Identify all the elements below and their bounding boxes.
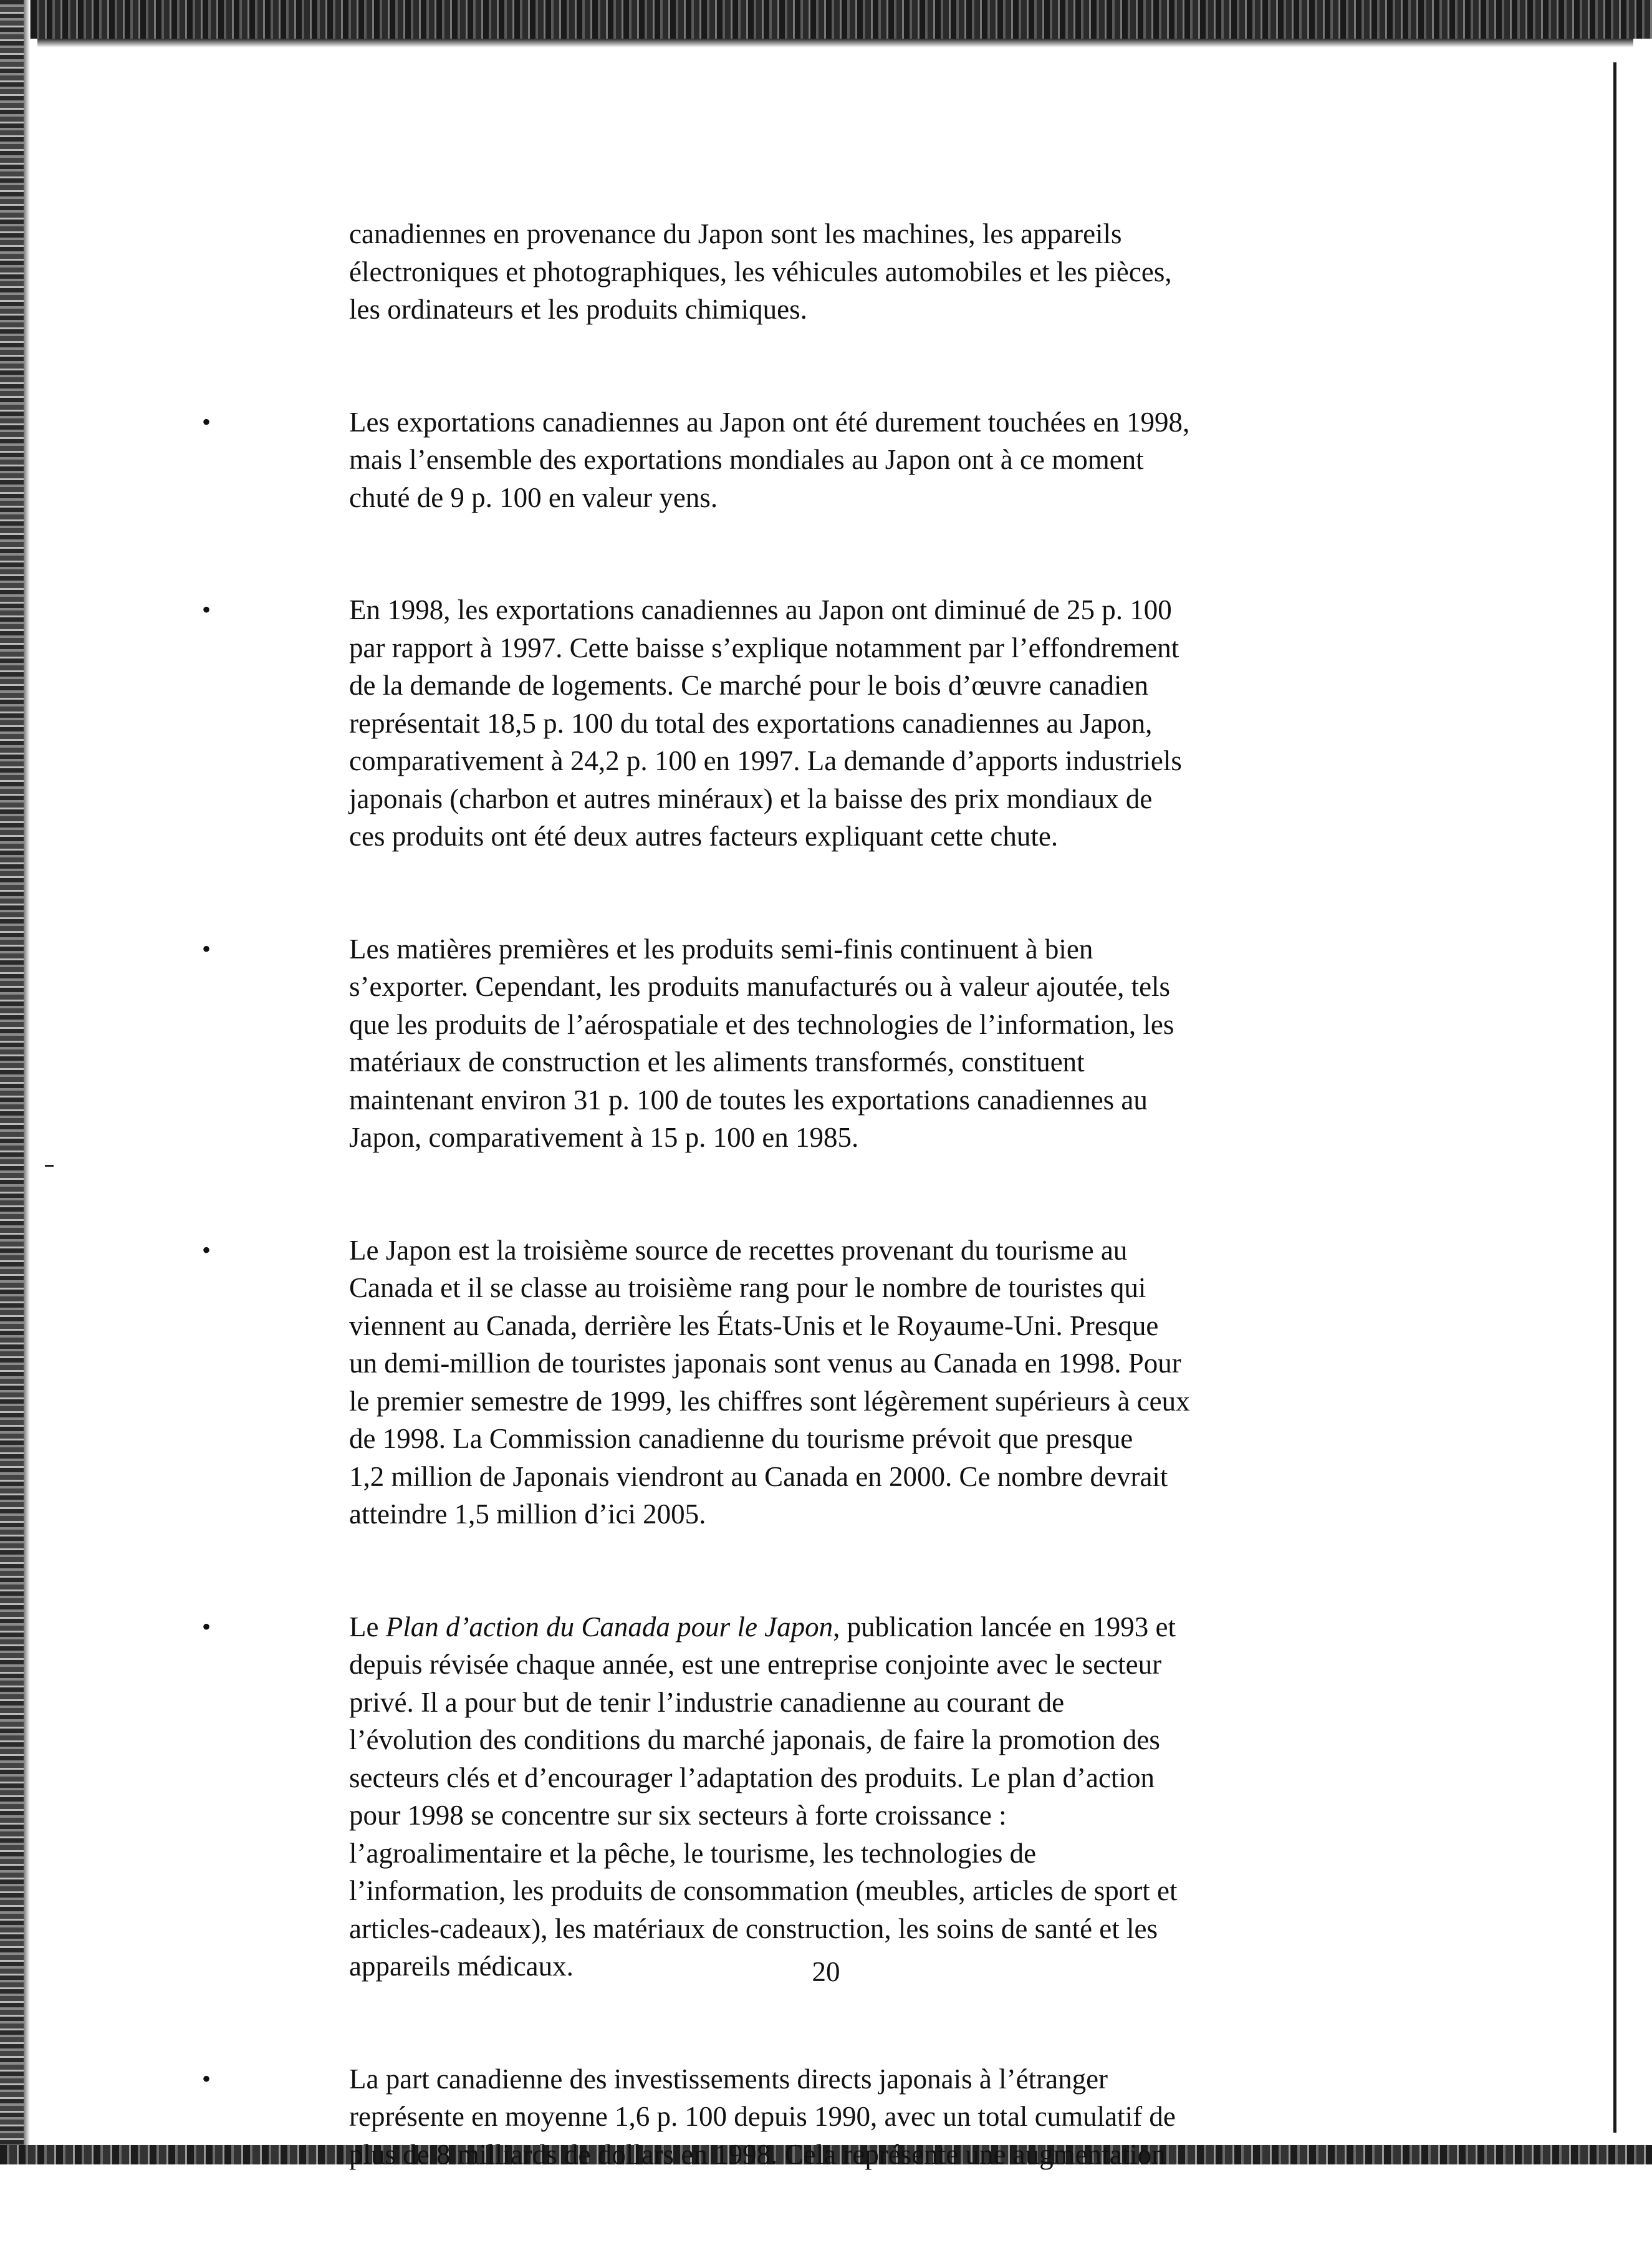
intro-paragraph (349, 215, 1421, 329)
text-line: japonais (charbon et autres minéraux) et la baisse des prix mondiaux de (349, 783, 1153, 814)
text-line: matériaux de construction et les aliments transformés, constituent (349, 1046, 1085, 1078)
text-line: l’information, les produits de consommation (meubles, articles de sport et (349, 1875, 1178, 1906)
text-line: privé. Il a pour but de tenir l’industrie canadienne au courant de (349, 1686, 1065, 1718)
text-line-first (349, 1611, 1176, 1643)
text-line: canadiennes en provenance du Japon sont les machines, les appareils (349, 218, 1122, 249)
page-number: 20 (812, 1956, 840, 1987)
text-line: les ordinateurs et les produits chimiques. (349, 294, 807, 325)
scan-mark (45, 1165, 54, 1167)
text-line: mais l’ensemble des exportations mondiales au Japon ont à ce moment (349, 444, 1144, 475)
text-line: de 1998. La Commission canadienne du tourisme prévoit que presque (349, 1423, 1133, 1454)
text-line: par rapport à 1997. Cette baisse s’explique notamment par l’effondrement (349, 632, 1179, 663)
scan-border-left (0, 0, 24, 2164)
text-suffix: , publication lancée en 1993 et (833, 1611, 1176, 1643)
page-content (202, 215, 1421, 2248)
text-line: Le Japon est la troisième source de recettes provenant du tourisme au (349, 1234, 1128, 1266)
scan-border-top (0, 0, 1652, 39)
text-line: Canada et il se classe au troisième rang pour le nombre de touristes qui (349, 1272, 1146, 1303)
text-line: Les matières premières et les produits semi-finis continuent à bien (349, 933, 1093, 965)
bullet-icon: • (202, 934, 211, 963)
text-prefix: Le (349, 1611, 386, 1643)
text-line: l’évolution des conditions du marché japonais, de faire la promotion des (349, 1724, 1160, 1755)
text-line: un demi-million de touristes japonais sont venus au Canada en 1998. Pour (349, 1348, 1181, 1379)
bullet-item-4 (202, 1232, 1421, 1533)
text-line: représente en moyenne 1,6 p. 100 depuis 1990, avec un total cumulatif de (349, 2101, 1176, 2132)
text-line: Les exportations canadiennes au Japon ont été durement touchées en 1998, (349, 406, 1190, 438)
text-line: électroniques et photographiques, les véhicules automobiles et les pièces, (349, 256, 1172, 287)
text-line: représentait 18,5 p. 100 du total des exportations canadiennes au Japon, (349, 707, 1153, 739)
bullet-item-1 (202, 403, 1421, 517)
text-line: ces produits ont été deux autres facteurs expliquant cette chute. (349, 821, 1059, 852)
text-line: maintenant environ 31 p. 100 de toutes les exportations canadiennes au (349, 1084, 1148, 1116)
text-line: secteurs clés et d’encourager l’adaptation des produits. Le plan d’action (349, 1762, 1155, 1793)
text-line: viennent au Canada, derrière les États-Unis et le Royaume-Uni. Presque (349, 1310, 1159, 1341)
text-line: La part canadienne des investissements directs japonais à l’étranger (349, 2063, 1108, 2095)
bullet-item-3 (202, 930, 1421, 1157)
text-line: 1,2 million de Japonais viendront au Canada en 2000. Ce nombre devrait (349, 1460, 1168, 1492)
text-line: Japon, comparativement à 15 p. 100 en 1985. (349, 1122, 859, 1153)
text-line: de la demande de logements. Ce marché pour le bois d’œuvre canadien (349, 670, 1149, 701)
text-line: le premier semestre de 1999, les chiffres sont légèrement supérieurs à ceux (349, 1385, 1190, 1417)
text-line: articles-cadeaux), les matériaux de construction, les soins de santé et les (349, 1913, 1158, 1944)
text-line: atteindre 1,5 million d’ici 2005. (349, 1498, 706, 1530)
bullet-icon: • (202, 596, 211, 624)
scan-border-right (1613, 62, 1616, 2133)
text-line: plus de 8 milliards de dollars en 1998. Cela représente une augmentation (349, 2138, 1166, 2170)
bullet-icon: • (202, 407, 211, 436)
bullet-item-2 (202, 591, 1421, 856)
scan-shadow-left (24, 0, 30, 2164)
publication-title: Plan d’action du Canada pour le Japon (385, 1611, 833, 1643)
text-line: comparativement à 24,2 p. 100 en 1997. La demande d’apports industriels (349, 745, 1182, 776)
bullet-icon: • (202, 2064, 211, 2093)
text-line: appareils médicaux. (349, 1951, 574, 1982)
text-line: que les produits de l’aérospatiale et des technologies de l’information, les (349, 1008, 1174, 1040)
text-line: pour 1998 se concentre sur six secteurs à forte croissance : (349, 1800, 1007, 1831)
bullet-item-5 (202, 1608, 1421, 1985)
bullet-icon: • (202, 1235, 211, 1264)
text-line: depuis révisée chaque année, est une entreprise conjointe avec le secteur (349, 1649, 1162, 1680)
bullet-icon: • (202, 1612, 211, 1641)
scan-shadow-top (37, 39, 1633, 47)
bullet-item-6 (202, 2060, 1421, 2174)
text-line: chuté de 9 p. 100 en valeur yens. (349, 481, 718, 513)
text-line: En 1998, les exportations canadiennes au Japon ont diminué de 25 p. 100 (349, 594, 1172, 625)
text-line: s’exporter. Cependant, les produits manufacturés ou à valeur ajoutée, tels (349, 971, 1171, 1002)
text-line: l’agroalimentaire et la pêche, le tourisme, les technologies de (349, 1837, 1037, 1869)
